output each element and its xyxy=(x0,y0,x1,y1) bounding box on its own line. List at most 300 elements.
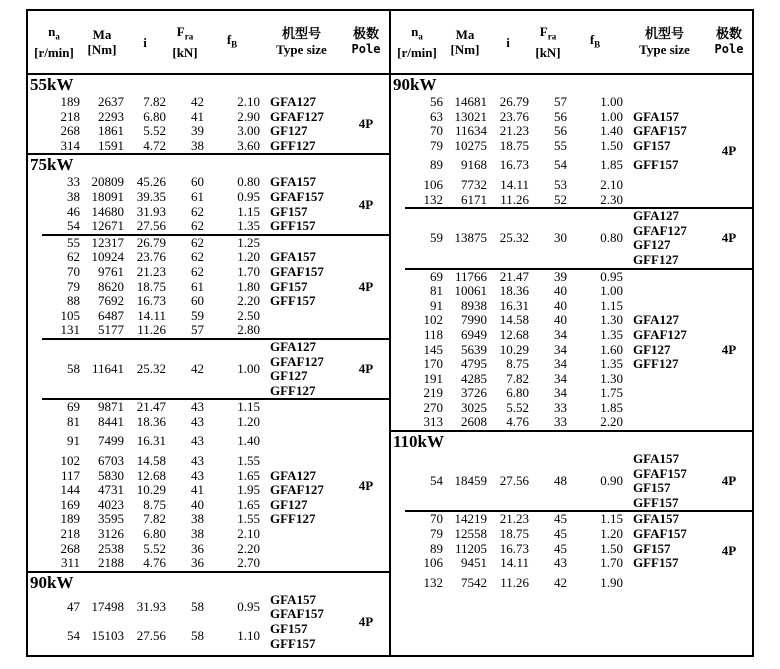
spec-row xyxy=(391,343,706,358)
cell-na: 70 xyxy=(430,123,443,139)
cell-fra: 48 xyxy=(554,472,567,488)
cell-fra: 58 xyxy=(191,628,204,644)
spec-row xyxy=(28,629,260,644)
cell-ma: 11766 xyxy=(454,268,487,284)
cell-ma: 6487 xyxy=(98,307,124,323)
cell-na: 145 xyxy=(423,341,443,357)
cell-i: 4.72 xyxy=(143,137,166,153)
cell-fb: 1.40 xyxy=(237,433,260,449)
cell-ma: 3595 xyxy=(98,511,124,527)
cell-fra: 43 xyxy=(191,467,204,483)
spec-block xyxy=(391,209,752,267)
spec-row xyxy=(28,512,343,527)
cell-fb: 2.20 xyxy=(600,414,623,430)
spec-row xyxy=(391,401,706,416)
cell-na: 106 xyxy=(423,555,443,571)
header-i: i xyxy=(506,34,510,50)
cell-ma: 6949 xyxy=(461,326,487,342)
cell-i: 6.80 xyxy=(506,385,529,401)
cell-fb: 1.30 xyxy=(600,370,623,386)
cell-na: 38 xyxy=(67,188,80,204)
cell-na: 54 xyxy=(430,472,443,488)
spec-block xyxy=(28,236,389,338)
cell-fb: 1.35 xyxy=(237,218,260,234)
cell-ma: 2608 xyxy=(461,414,487,430)
cell-na: 81 xyxy=(430,283,443,299)
cell-i: 8.75 xyxy=(506,356,529,372)
spec-block xyxy=(28,340,389,398)
spec-row xyxy=(28,400,343,415)
cell-ma: 13875 xyxy=(454,230,487,246)
cell-fra: 61 xyxy=(191,188,204,204)
cell-ma: 8441 xyxy=(98,413,124,429)
cell-fb: 1.55 xyxy=(237,511,260,527)
cell-ma: 3025 xyxy=(461,399,487,415)
cell-ma: 7692 xyxy=(98,293,124,309)
cell-na: 62 xyxy=(67,249,80,265)
cell-typesize xyxy=(260,323,343,338)
cell-fb: 1.85 xyxy=(600,157,623,173)
cell-na: 132 xyxy=(423,191,443,207)
cell-i: 14.11 xyxy=(500,555,529,571)
cell-fb: 0.95 xyxy=(600,268,623,284)
cell-na: 69 xyxy=(430,268,443,284)
cell-i: 18.75 xyxy=(499,526,529,542)
cell-typesize: GFA157 xyxy=(270,591,316,607)
spec-row xyxy=(28,190,343,205)
spec-row xyxy=(391,139,706,154)
cell-na: 189 xyxy=(60,94,80,109)
cell-fra: 36 xyxy=(191,540,204,556)
cell-na: 131 xyxy=(60,322,80,338)
cell-fra: 62 xyxy=(191,203,204,219)
cell-i: 12.68 xyxy=(136,467,166,483)
cell-ma: 4023 xyxy=(98,496,124,512)
header-ma: Ma [Nm] xyxy=(450,27,480,57)
cell-fb: 2.30 xyxy=(600,191,623,207)
cell-na: 89 xyxy=(430,157,443,173)
cell-na: 63 xyxy=(430,108,443,124)
cell-ma: 2637 xyxy=(98,94,124,109)
cell-i: 5.52 xyxy=(143,540,166,556)
cell-fb: 1.55 xyxy=(237,453,260,469)
cell-fra: 40 xyxy=(554,297,567,313)
cell-na: 118 xyxy=(423,326,443,342)
spec-row xyxy=(391,556,706,571)
cell-i: 45.26 xyxy=(136,174,166,190)
cell-typesize: GFA157 xyxy=(270,174,316,190)
cell-na: 102 xyxy=(423,312,443,328)
cell-typesize: GFAF157 xyxy=(270,263,324,279)
cell-i: 25.32 xyxy=(499,230,529,246)
spec-row xyxy=(391,95,706,110)
cell-i: 21.47 xyxy=(499,268,529,284)
cell-fra: 61 xyxy=(191,278,204,294)
cell-ma: 14219 xyxy=(454,511,487,527)
cell-i: 4.76 xyxy=(506,414,529,430)
spec-row xyxy=(28,250,343,265)
cell-typesize: GF127 xyxy=(270,496,308,512)
cell-fra: 57 xyxy=(554,94,567,109)
cell-typesize xyxy=(623,415,706,430)
spec-row xyxy=(391,372,706,387)
cell-ma: 12671 xyxy=(91,218,124,234)
cell-fra: 39 xyxy=(554,268,567,284)
cell-fb: 2.20 xyxy=(237,293,260,309)
header-type: 机型号 Type size xyxy=(639,27,690,57)
spec-row xyxy=(391,178,706,193)
spec-row xyxy=(28,454,343,469)
cell-typesize xyxy=(260,309,343,324)
spec-row xyxy=(391,193,706,208)
cell-fb: 1.25 xyxy=(237,234,260,250)
cell-fra: 56 xyxy=(554,123,567,139)
cell-fb: 1.15 xyxy=(237,399,260,415)
cell-na: 70 xyxy=(67,263,80,279)
cell-na: 55 xyxy=(67,234,80,250)
cell-ma: 13021 xyxy=(454,108,487,124)
cell-na: 170 xyxy=(423,356,443,372)
cell-i: 7.82 xyxy=(143,511,166,527)
cell-i: 4.76 xyxy=(143,555,166,571)
cell-na: 91 xyxy=(67,433,80,449)
cell-na: 219 xyxy=(423,385,443,401)
spec-block xyxy=(391,452,752,510)
cell-fra: 60 xyxy=(191,174,204,190)
cell-fb: 2.20 xyxy=(237,540,260,556)
cell-typesize: GF157 xyxy=(633,480,671,496)
cell-na: 88 xyxy=(67,293,80,309)
spec-row xyxy=(391,124,706,139)
cell-i: 14.58 xyxy=(136,453,166,469)
cell-i: 7.82 xyxy=(506,370,529,386)
section-110kW xyxy=(391,430,752,590)
cell-na: 144 xyxy=(60,482,80,498)
spec-row xyxy=(28,483,343,498)
cell-ma: 10061 xyxy=(454,283,487,299)
cell-typesize xyxy=(623,386,706,401)
cell-fra: 38 xyxy=(191,526,204,542)
cell-typesize: GFF157 xyxy=(270,218,316,234)
header-fra: $F_{ra}$ [kN] xyxy=(535,24,561,60)
cell-typesize: GFA127 xyxy=(633,208,679,224)
cell-ma: 18459 xyxy=(454,472,487,488)
cell-typesize: GF157 xyxy=(270,203,308,219)
cell-fra: 57 xyxy=(191,322,204,338)
cell-fb: 1.60 xyxy=(600,341,623,357)
cell-ma: 11634 xyxy=(454,123,487,139)
spec-row xyxy=(28,205,343,220)
cell-typesize xyxy=(260,434,343,449)
spec-row xyxy=(391,512,706,527)
header-i: i xyxy=(143,34,147,50)
spec-row xyxy=(391,284,706,299)
cell-na: 314 xyxy=(60,137,80,153)
cell-ma: 1861 xyxy=(98,123,124,139)
cell-typesize: GFA127 xyxy=(270,467,316,483)
cell-typesize: GFF127 xyxy=(633,356,679,372)
cell-typesize: GFAF127 xyxy=(270,353,324,369)
cell-i: 26.79 xyxy=(136,234,166,250)
spec-row xyxy=(28,309,343,324)
spec-row xyxy=(28,556,343,571)
cell-i: 21.23 xyxy=(499,123,529,139)
spec-block xyxy=(28,175,389,233)
cell-fb: 1.00 xyxy=(600,108,623,124)
cell-i: 10.29 xyxy=(136,482,166,498)
spec-row xyxy=(391,474,623,489)
cell-fra: 41 xyxy=(191,108,204,124)
cell-i: 14.11 xyxy=(137,307,166,323)
spec-block xyxy=(28,95,389,153)
cell-ma: 5639 xyxy=(461,341,487,357)
section-title: 90kW xyxy=(30,572,74,592)
cell-fra: 56 xyxy=(554,108,567,124)
cell-fra: 39 xyxy=(191,123,204,139)
cell-typesize: GF157 xyxy=(270,278,308,294)
cell-typesize: GFF157 xyxy=(270,635,316,651)
cell-na: 313 xyxy=(423,414,443,430)
cell-ma: 3126 xyxy=(98,526,124,542)
cell-fra: 34 xyxy=(554,356,567,372)
cell-typesize: GFA157 xyxy=(633,108,679,124)
cell-typesize xyxy=(260,400,343,415)
cell-fra: 43 xyxy=(191,453,204,469)
cell-fb: 1.00 xyxy=(237,360,260,376)
cell-i: 11.26 xyxy=(500,191,529,207)
cell-fb: 1.15 xyxy=(600,511,623,527)
spec-block xyxy=(28,400,389,571)
cell-i: 14.11 xyxy=(500,176,529,192)
header-na: $n_a$ [r/min] xyxy=(397,24,437,60)
cell-na: 70 xyxy=(430,511,443,527)
spec-row xyxy=(28,600,260,615)
cell-ma: 10275 xyxy=(454,137,487,153)
cell-typesize: GFAF157 xyxy=(633,123,687,139)
cell-ma: 7990 xyxy=(461,312,487,328)
cell-fra: 45 xyxy=(554,540,567,556)
cell-fra: 45 xyxy=(554,511,567,527)
cell-na: 89 xyxy=(430,540,443,556)
cell-typesize: GFF157 xyxy=(633,555,679,571)
cell-ma: 5830 xyxy=(98,467,124,483)
cell-i: 10.29 xyxy=(499,341,529,357)
header-type: 机型号 Type size xyxy=(276,27,327,57)
header-fb: $f_B$ xyxy=(589,31,601,50)
cell-i: 31.93 xyxy=(136,203,166,219)
cell-fra: 42 xyxy=(191,360,204,376)
cell-fb: 1.70 xyxy=(600,555,623,571)
spec-block xyxy=(391,512,752,590)
cell-i: 16.31 xyxy=(136,433,166,449)
cell-typesize xyxy=(623,193,706,208)
cell-ma: 11205 xyxy=(454,540,487,556)
cell-i: 16.31 xyxy=(499,297,529,313)
cell-fra: 54 xyxy=(554,157,567,173)
cell-typesize: GFF157 xyxy=(270,293,316,309)
spec-row xyxy=(28,175,343,190)
spec-row xyxy=(391,328,706,343)
cell-na: 91 xyxy=(430,297,443,313)
cell-typesize: GFF127 xyxy=(270,511,316,527)
cell-na: 69 xyxy=(67,399,80,415)
cell-typesize: GFA127 xyxy=(633,312,679,328)
cell-typesize: GFF157 xyxy=(633,157,679,173)
cell-typesize: GFA127 xyxy=(270,338,316,354)
cell-ma: 14681 xyxy=(454,94,487,109)
cell-i: 6.80 xyxy=(143,108,166,124)
cell-typesize: GFF157 xyxy=(633,494,679,510)
pole-cell: 4P xyxy=(721,143,737,159)
cell-fra: 58 xyxy=(191,599,204,615)
cell-ma: 2538 xyxy=(98,540,124,556)
cell-i: 11.26 xyxy=(137,322,166,338)
header-ma: Ma [Nm] xyxy=(87,27,117,57)
cell-typesize xyxy=(260,527,343,542)
pole-cell: 4P xyxy=(358,361,374,377)
cell-i: 27.56 xyxy=(136,628,166,644)
section-title: 110kW xyxy=(393,432,445,452)
cell-ma: 1591 xyxy=(98,137,124,153)
header-pole: 极数 Pole xyxy=(351,27,381,56)
cell-typesize xyxy=(623,270,706,285)
cell-typesize: GFAF157 xyxy=(633,526,687,542)
table-right-half xyxy=(391,11,752,655)
cell-typesize xyxy=(623,401,706,416)
cell-fra: 60 xyxy=(191,293,204,309)
cell-fra: 38 xyxy=(191,511,204,527)
spec-row xyxy=(391,386,706,401)
cell-typesize: GFAF127 xyxy=(633,222,687,238)
pole-cell: 4P xyxy=(721,473,737,489)
cell-i: 16.73 xyxy=(499,157,529,173)
cell-typesize: GF127 xyxy=(633,237,671,253)
cell-ma: 8938 xyxy=(461,297,487,313)
spec-row xyxy=(28,280,343,295)
spec-row xyxy=(28,110,343,125)
cell-fb: 1.65 xyxy=(237,496,260,512)
spec-row xyxy=(391,576,706,591)
cell-na: 59 xyxy=(430,230,443,246)
cell-typesize: GFA157 xyxy=(633,511,679,527)
cell-ma: 6171 xyxy=(461,191,487,207)
cell-i: 18.75 xyxy=(499,137,529,153)
cell-na: 81 xyxy=(67,413,80,429)
column-header-row xyxy=(28,11,389,75)
cell-typesize: GFA157 xyxy=(633,451,679,467)
cell-ma: 7732 xyxy=(461,176,487,192)
cell-fb: 1.20 xyxy=(237,413,260,429)
cell-typesize: GF157 xyxy=(270,621,308,636)
cell-fb: 0.90 xyxy=(600,472,623,488)
cell-fb: 1.00 xyxy=(600,94,623,109)
cell-fb: 1.40 xyxy=(600,123,623,139)
cell-ma: 12317 xyxy=(91,234,124,250)
cell-i: 21.47 xyxy=(136,399,166,415)
spec-row xyxy=(28,124,343,139)
cell-typesize: GF157 xyxy=(633,137,671,153)
header-fra: $F_{ra}$ [kN] xyxy=(172,24,198,60)
spec-row xyxy=(391,542,706,557)
cell-na: 105 xyxy=(60,307,80,323)
spec-row xyxy=(391,231,623,246)
cell-ma: 2293 xyxy=(98,108,124,124)
cell-typesize: GFAF127 xyxy=(633,326,687,342)
cell-na: 102 xyxy=(60,453,80,469)
cell-ma: 3726 xyxy=(461,385,487,401)
spec-row xyxy=(28,236,343,251)
cell-na: 191 xyxy=(423,370,443,386)
cell-typesize: GFF127 xyxy=(270,137,316,153)
cell-ma: 15103 xyxy=(91,628,124,644)
cell-fb: 2.80 xyxy=(237,322,260,338)
cell-ma: 7542 xyxy=(461,574,487,590)
spec-row xyxy=(391,270,706,285)
cell-typesize: GF127 xyxy=(633,341,671,357)
cell-fb: 1.80 xyxy=(237,278,260,294)
cell-typesize xyxy=(260,542,343,557)
header-fb: $f_B$ xyxy=(226,31,238,50)
cell-fra: 40 xyxy=(554,283,567,299)
spec-row xyxy=(28,542,343,557)
spec-block xyxy=(391,95,752,207)
cell-na: 132 xyxy=(423,574,443,590)
cell-ma: 9871 xyxy=(98,399,124,415)
cell-na: 270 xyxy=(423,399,443,415)
spec-row xyxy=(391,357,706,372)
cell-typesize xyxy=(260,454,343,469)
cell-typesize xyxy=(623,576,706,591)
cell-ma: 4285 xyxy=(461,370,487,386)
cell-fra: 59 xyxy=(191,307,204,323)
cell-fra: 40 xyxy=(554,312,567,328)
cell-na: 54 xyxy=(67,628,80,644)
cell-fra: 62 xyxy=(191,218,204,234)
cell-fb: 2.10 xyxy=(237,94,260,109)
cell-fb: 3.00 xyxy=(237,123,260,139)
cell-ma: 6703 xyxy=(98,453,124,469)
spec-row xyxy=(28,415,343,430)
cell-na: 47 xyxy=(67,599,80,615)
cell-na: 268 xyxy=(60,540,80,556)
cell-typesize: GFF127 xyxy=(633,251,679,267)
cell-fra: 41 xyxy=(191,482,204,498)
spec-row xyxy=(391,110,706,125)
cell-fra: 43 xyxy=(191,433,204,449)
cell-typesize xyxy=(623,95,706,110)
cell-i: 39.35 xyxy=(136,188,166,204)
cell-fra: 33 xyxy=(554,414,567,430)
cell-typesize: GFA127 xyxy=(270,94,316,109)
cell-ma: 9168 xyxy=(461,157,487,173)
cell-fb: 1.90 xyxy=(600,574,623,590)
cell-fb: 1.85 xyxy=(600,399,623,415)
cell-i: 6.80 xyxy=(143,526,166,542)
section-90kW xyxy=(391,75,752,430)
cell-fb: 1.35 xyxy=(600,356,623,372)
spec-row xyxy=(391,299,706,314)
cell-fra: 42 xyxy=(554,574,567,590)
cell-fra: 36 xyxy=(191,555,204,571)
cell-i: 21.23 xyxy=(136,263,166,279)
cell-fra: 42 xyxy=(191,94,204,109)
cell-fb: 1.10 xyxy=(237,628,260,644)
cell-ma: 5177 xyxy=(98,322,124,338)
cell-typesize: GFF127 xyxy=(270,382,316,398)
cell-fra: 52 xyxy=(554,191,567,207)
cell-typesize: GFAF157 xyxy=(270,188,324,204)
cell-i: 11.26 xyxy=(500,574,529,590)
